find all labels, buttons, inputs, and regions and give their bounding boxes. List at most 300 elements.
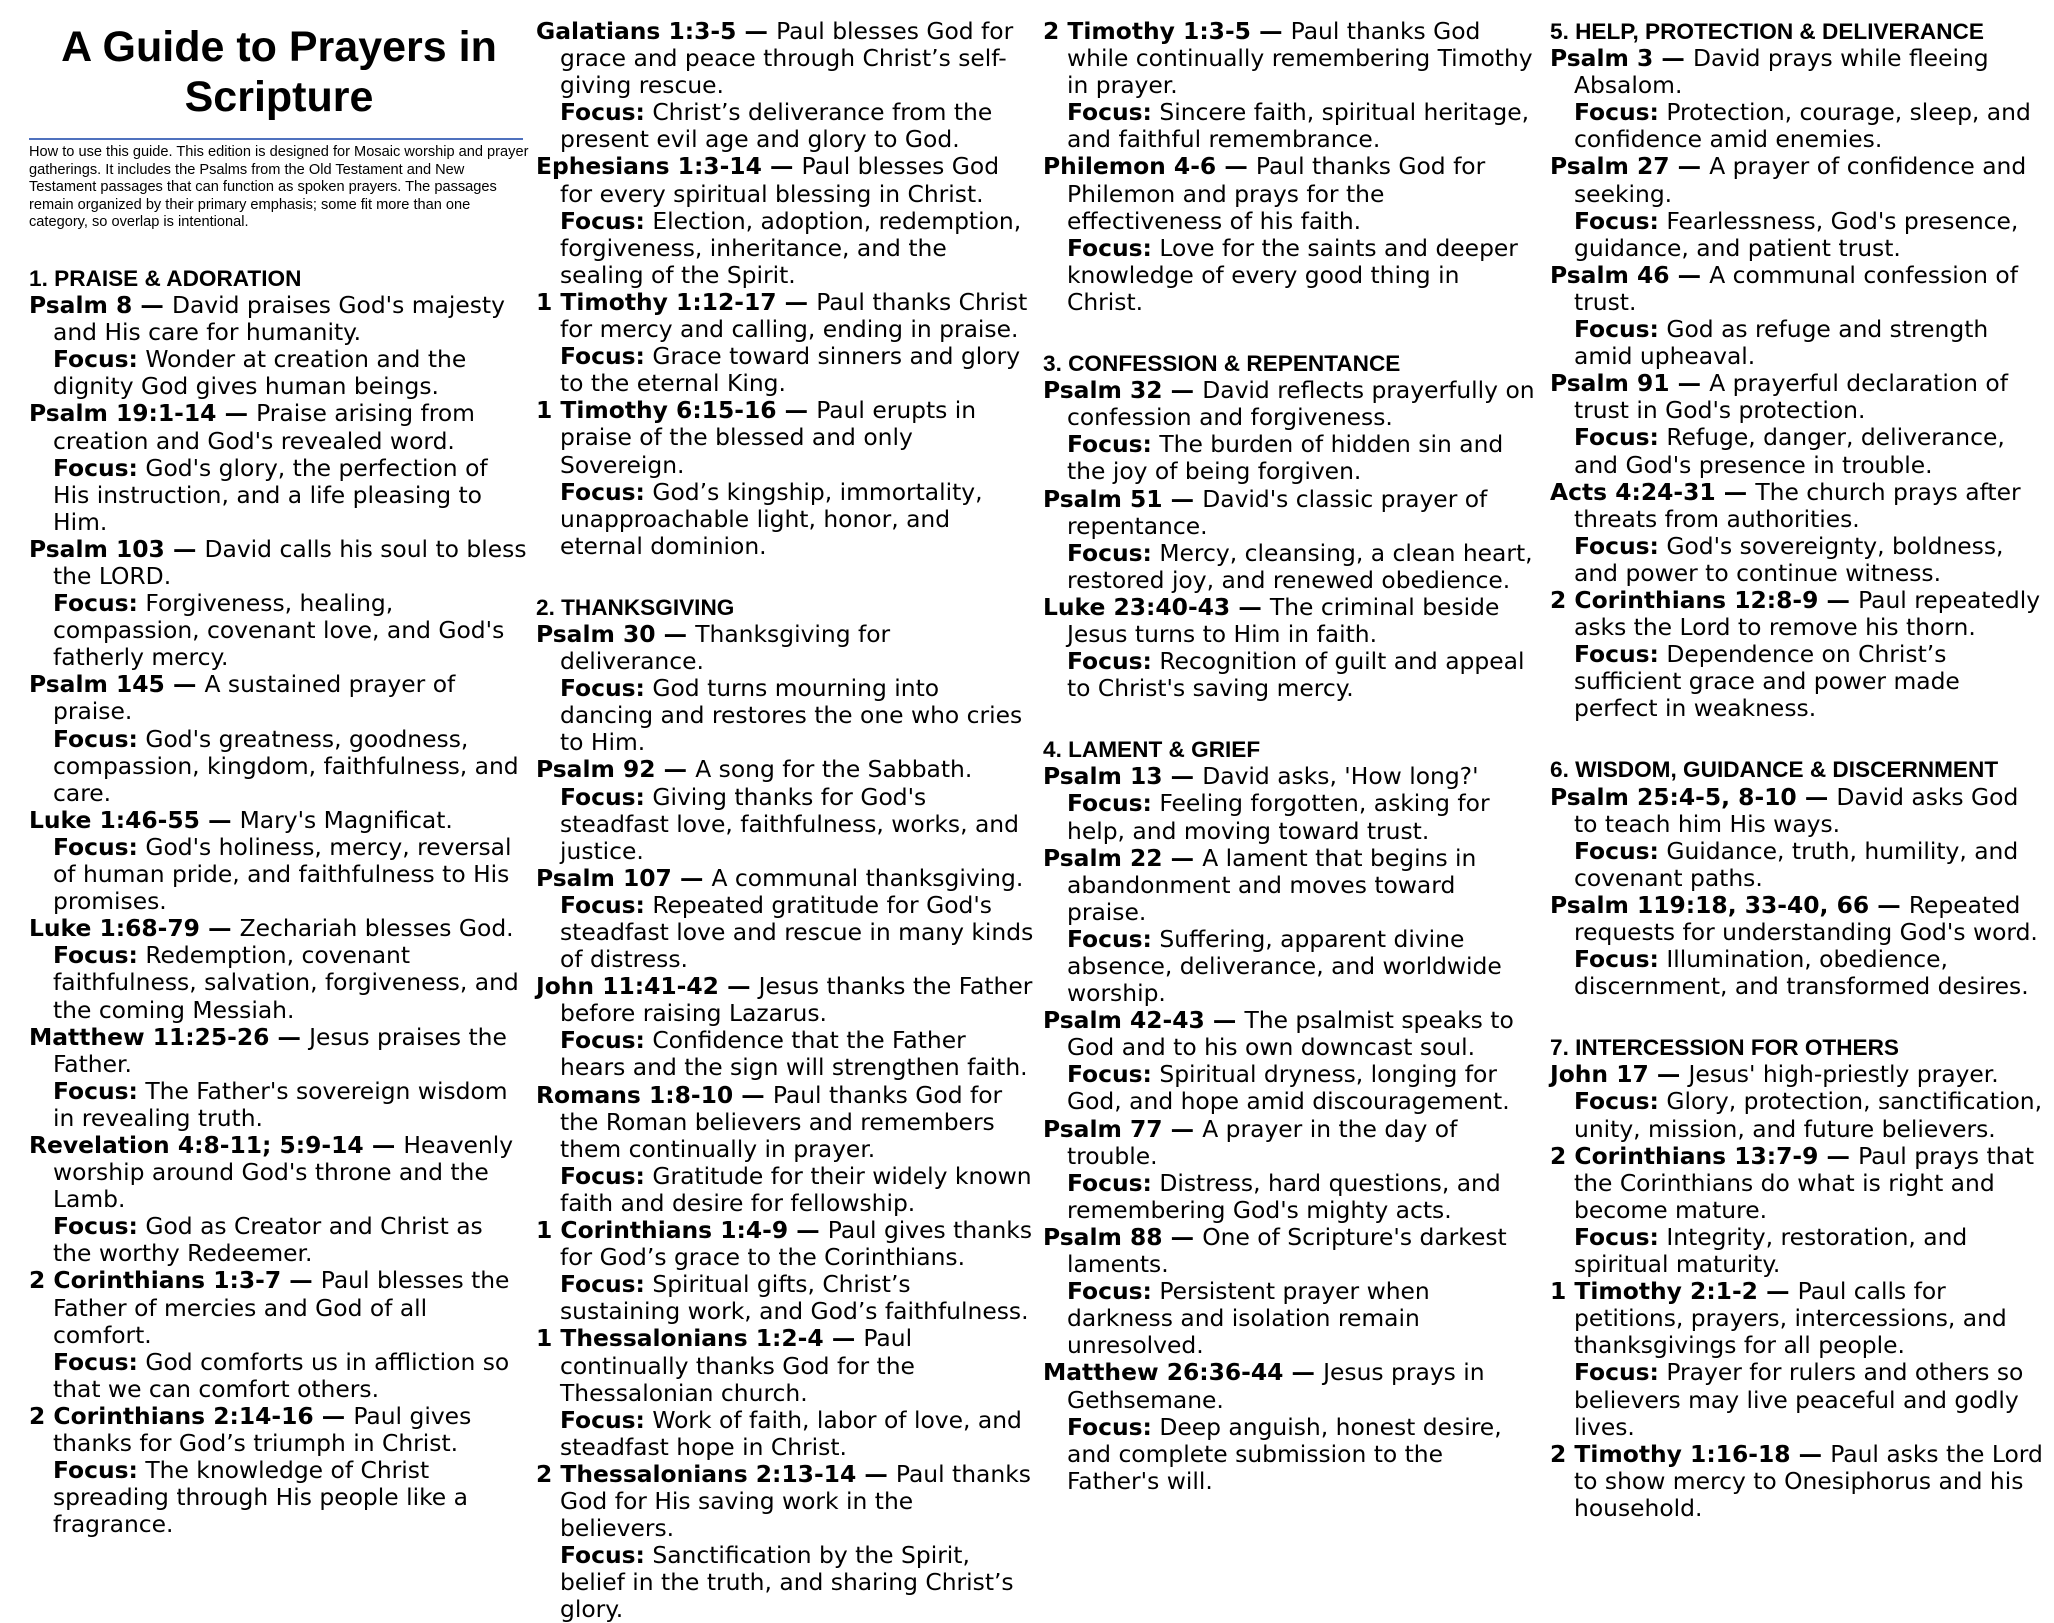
entry-heading: [1550, 370, 2048, 424]
focus-line: [536, 892, 1034, 973]
entry-description: David prays while fleeing Absalom.: [1574, 44, 1989, 100]
focus-text: Grace toward sinners and glory to the eternal King.: [560, 342, 1021, 398]
focus-label: Focus:: [53, 345, 138, 374]
focus-line: [536, 99, 1034, 153]
entry-heading: [29, 915, 527, 942]
focus-text: Refuge, danger, deliverance, and God's presence in trouble.: [1574, 423, 2005, 479]
prayer-entry: [1043, 377, 1541, 485]
prayer-entry: [1550, 892, 2048, 1000]
focus-label: Focus:: [1574, 945, 1659, 974]
em-dash: —: [281, 1266, 321, 1295]
entry-heading: [1043, 18, 1541, 99]
prayer-section: [1043, 736, 1541, 1495]
em-dash: —: [1162, 1222, 1203, 1251]
scripture-reference: Psalm 42-43: [1043, 1006, 1205, 1035]
entry-heading: [29, 1132, 527, 1213]
em-dash: —: [269, 1022, 310, 1051]
scripture-reference: Psalm 103: [29, 534, 165, 563]
prayer-section: [1043, 18, 1541, 316]
prayer-entry: [1550, 1143, 2048, 1278]
entry-description: Paul thanks God for the Roman believers and remembers them continually in prayer.: [560, 1080, 1003, 1163]
focus-line: [1043, 1170, 1541, 1224]
focus-line: [1043, 926, 1541, 1007]
entry-heading: [536, 1325, 1034, 1406]
prayer-entry: [1550, 784, 2048, 892]
prayer-section: [536, 594, 1034, 1623]
focus-line: [1550, 316, 2048, 370]
scripture-reference: Luke 1:68-79: [29, 914, 200, 943]
prayer-section: [536, 18, 1034, 560]
entry-description: Paul gives thanks for God’s triumph in Christ.: [53, 1401, 472, 1457]
focus-text: Deep anguish, honest desire, and complete submission to the Father's will.: [1067, 1412, 1502, 1495]
scripture-reference: Psalm 145: [29, 670, 165, 699]
scripture-reference: Psalm 92: [536, 755, 656, 784]
entry-description: A communal thanksgiving.: [711, 863, 1024, 892]
prayer-entry: [1043, 1224, 1541, 1359]
scripture-reference: Psalm 27: [1550, 152, 1670, 181]
focus-line: [536, 784, 1034, 865]
focus-text: The Father's sovereign wisdom in revealing truth.: [53, 1076, 508, 1132]
scripture-reference: Psalm 22: [1043, 843, 1163, 872]
focus-label: Focus:: [53, 589, 138, 618]
column-2: [536, 18, 1034, 1623]
focus-label: Focus:: [560, 477, 645, 506]
focus-text: Work of faith, labor of love, and steadfast hope in Christ.: [560, 1405, 1022, 1461]
entry-heading: [536, 18, 1034, 99]
focus-label: Focus:: [53, 724, 138, 753]
focus-text: Repeated gratitude for God's steadfast love and rescue in many kinds of distress.: [560, 890, 1034, 974]
scripture-reference: Matthew 26:36-44: [1043, 1358, 1284, 1387]
scripture-reference: 1 Thessalonians 1:2-4: [536, 1324, 824, 1353]
em-dash: —: [1796, 782, 1837, 811]
focus-text: God's glory, the perfection of His instruction, and a life pleasing to Him.: [53, 453, 488, 536]
focus-label: Focus:: [1574, 315, 1659, 344]
scripture-reference: Ephesians 1:3-14: [536, 152, 762, 181]
em-dash: —: [761, 152, 802, 181]
scripture-reference: 1 Corinthians 1:4-9: [536, 1216, 789, 1245]
entry-heading: [1550, 1143, 2048, 1224]
entry-heading: [1043, 153, 1541, 234]
focus-label: Focus:: [560, 674, 645, 703]
focus-text: God's greatness, goodness, compassion, kingdom, faithfulness, and care.: [53, 724, 519, 807]
focus-text: Confidence that the Father hears and the sign will strengthen faith.: [560, 1026, 1028, 1082]
prayer-entry: [536, 973, 1034, 1081]
scripture-reference: Luke 23:40-43: [1043, 592, 1231, 621]
scripture-reference: Philemon 4-6: [1043, 152, 1217, 181]
entry-description: David asks God to teach him His ways.: [1574, 782, 2019, 838]
focus-line: [1550, 1359, 2048, 1440]
prayer-section: [1043, 350, 1541, 702]
focus-text: Sanctification by the Spirit, belief in the truth, and sharing Christ’s glory.: [560, 1541, 1014, 1623]
entry-heading: [1550, 45, 2048, 99]
entry-description: Paul prays that the Corinthians do what is right and become mature.: [1574, 1141, 2034, 1224]
focus-text: The burden of hidden sin and the joy of being forgiven.: [1067, 430, 1504, 486]
entry-description: David calls his soul to bless the LORD.: [53, 534, 527, 590]
section-heading: 4. LAMENT & GRIEF: [1043, 737, 1261, 763]
scripture-reference: Luke 1:46-55: [29, 805, 200, 834]
em-dash: —: [733, 1080, 773, 1109]
focus-line: [1550, 99, 2048, 153]
prayer-entry: [1550, 479, 2048, 587]
prayer-section: [1550, 756, 2048, 1000]
em-dash: —: [1869, 890, 1909, 919]
entry-description: Paul erupts in praise of the blessed and only Sovereign.: [560, 396, 977, 479]
em-dash: —: [1818, 585, 1859, 614]
prayer-entry: [1043, 594, 1541, 702]
em-dash: —: [1162, 1114, 1203, 1143]
prayer-entry: [536, 1461, 1034, 1623]
entry-description: David's classic prayer of repentance.: [1067, 484, 1488, 540]
focus-text: Fearlessness, God's presence, guidance, and patient trust.: [1574, 206, 2019, 262]
entry-heading: [536, 1217, 1034, 1271]
prayer-entry: [536, 289, 1034, 397]
focus-line: [536, 1163, 1034, 1217]
focus-label: Focus:: [560, 342, 645, 371]
scripture-reference: 1 Timothy 6:15-16: [536, 396, 777, 425]
scripture-reference: Psalm 119:18, 33-40, 66: [1550, 890, 1870, 919]
prayer-entry: [29, 1403, 527, 1538]
focus-text: Glory, protection, sanctification, unity, mission, and future believers.: [1574, 1087, 2043, 1143]
em-dash: —: [1250, 17, 1291, 45]
entry-description: Paul continually thanks God for the Thessalonian church.: [560, 1324, 915, 1407]
scripture-reference: John 17: [1550, 1060, 1649, 1089]
column-4: [1550, 18, 2048, 1522]
entry-description: David reflects prayerfully on confession and forgiveness.: [1067, 376, 1535, 432]
scripture-reference: 2 Corinthians 2:14-16: [29, 1401, 314, 1430]
focus-line: [29, 1457, 527, 1538]
entry-heading: [536, 289, 1034, 343]
em-dash: —: [1653, 44, 1693, 73]
focus-line: [1550, 946, 2048, 1000]
focus-text: Persistent prayer when darkness and isolation remain unresolved.: [1067, 1277, 1430, 1360]
focus-line: [1043, 790, 1541, 844]
em-dash: —: [363, 1130, 404, 1159]
prayer-entry: [536, 621, 1034, 756]
focus-label: Focus:: [560, 206, 645, 235]
scripture-reference: Matthew 11:25-26: [29, 1022, 270, 1051]
focus-line: [29, 942, 527, 1023]
entry-heading: [1043, 845, 1541, 926]
entry-heading: [1550, 587, 2048, 641]
scripture-reference: Psalm 19:1-14: [29, 399, 217, 428]
em-dash: —: [1283, 1358, 1324, 1387]
focus-label: Focus:: [53, 1212, 138, 1241]
prayer-entry: [29, 536, 527, 671]
focus-text: Gratitude for their widely known faith and desire for fellowship.: [560, 1161, 1032, 1217]
focus-line: [1043, 1414, 1541, 1495]
focus-line: [536, 675, 1034, 756]
em-dash: —: [655, 755, 696, 784]
prayer-entry: [29, 1132, 527, 1267]
em-dash: —: [1162, 376, 1203, 405]
em-dash: —: [1818, 1141, 1859, 1170]
entry-description: Paul asks the Lord to show mercy to Onesiphorus and his household.: [1574, 1439, 2043, 1522]
focus-line: [1550, 424, 2048, 478]
entry-description: Repeated requests for understanding God's word.: [1574, 890, 2038, 946]
section-heading: 3. CONFESSION & REPENTANCE: [1043, 351, 1401, 377]
scripture-reference: 2 Corinthians 13:7-9: [1550, 1141, 1819, 1170]
em-dash: —: [718, 972, 759, 1001]
scripture-reference: Psalm 30: [536, 619, 656, 648]
prayer-section: [29, 265, 527, 1538]
em-dash: —: [1669, 260, 1710, 289]
entry-heading: [536, 865, 1034, 892]
em-dash: —: [1757, 1277, 1798, 1306]
prayer-entry: [536, 865, 1034, 973]
scripture-reference: 1 Timothy 2:1-2: [1550, 1277, 1758, 1306]
focus-text: Mercy, cleansing, a clean heart, restored joy, and renewed obedience.: [1067, 538, 1533, 594]
focus-line: [29, 834, 527, 915]
focus-label: Focus:: [1574, 1087, 1659, 1116]
focus-line: [1043, 1278, 1541, 1359]
entry-description: Heavenly worship around God's throne and the Lamb.: [53, 1130, 514, 1214]
scripture-reference: Psalm 51: [1043, 484, 1163, 513]
focus-line: [1043, 431, 1541, 485]
prayer-entry: [29, 671, 527, 806]
em-dash: —: [655, 619, 696, 648]
focus-line: [29, 726, 527, 807]
em-dash: —: [1715, 477, 1756, 506]
focus-label: Focus:: [1067, 789, 1152, 818]
focus-line: [1043, 540, 1541, 594]
entry-heading: [536, 756, 1034, 783]
entry-description: A sustained prayer of praise.: [53, 670, 456, 726]
entry-heading: [1550, 784, 2048, 838]
focus-line: [536, 208, 1034, 289]
entry-description: Paul blesses God for every spiritual blessing in Christ.: [560, 152, 1000, 208]
focus-line: [29, 346, 527, 400]
focus-line: [536, 1407, 1034, 1461]
scripture-reference: Psalm 46: [1550, 260, 1670, 289]
em-dash: —: [313, 1401, 354, 1430]
entry-description: Paul repeatedly asks the Lord to remove his thorn.: [1574, 585, 2041, 642]
entry-heading: [536, 1461, 1034, 1542]
entry-description: A lament that begins in abandonment and moves toward praise.: [1067, 843, 1477, 926]
scripture-reference: 2 Corinthians 12:8-9: [1550, 585, 1819, 614]
scripture-reference: Psalm 88: [1043, 1222, 1163, 1251]
entry-description: Paul thanks Christ for mercy and calling, ending in praise.: [560, 287, 1028, 344]
entry-description: Paul thanks God for His saving work in the believers.: [560, 1459, 1031, 1543]
entry-heading: [29, 400, 527, 454]
prayer-entry: [1550, 153, 2048, 261]
entry-heading: [1043, 763, 1541, 790]
intro-paragraph: How to use this guide. This edition is designed for Mosaic worship and prayer gatherings. It includes the Psalms from the Old Testament and New Testament passages that can function as spoken prayers. The passages remain organized by their primary emphasis; some fit more than one category, so overlap is intentional.: [29, 144, 529, 231]
scripture-reference: Romans 1:8-10: [536, 1080, 734, 1109]
focus-text: Election, adoption, redemption, forgiveness, inheritance, and the sealing of the Spirit.: [560, 206, 1022, 289]
section-heading: 5. HELP, PROTECTION & DELIVERANCE: [1550, 19, 1984, 44]
entry-description: David praises God's majesty and His care for humanity.: [53, 291, 505, 347]
focus-text: Wonder at creation and the dignity God gives human beings.: [53, 345, 467, 401]
prayer-entry: [29, 915, 527, 1023]
focus-line: [1043, 235, 1541, 316]
focus-line: [1550, 641, 2048, 722]
focus-text: The knowledge of Christ spreading through His people like a fragrance.: [53, 1456, 468, 1539]
em-dash: —: [1669, 152, 1710, 181]
focus-line: [29, 1349, 527, 1403]
focus-line: [536, 1542, 1034, 1623]
focus-text: Christ’s deliverance from the present evil age and glory to God.: [560, 98, 993, 154]
scripture-reference: Psalm 3: [1550, 44, 1654, 73]
section-heading: 6. WISDOM, GUIDANCE & DISCERNMENT: [1550, 757, 1999, 783]
focus-label: Focus:: [1574, 1222, 1659, 1251]
focus-label: Focus:: [1067, 924, 1152, 953]
focus-text: God comforts us in affliction so that we can comfort others.: [53, 1347, 510, 1403]
em-dash: —: [216, 399, 257, 428]
focus-line: [536, 1027, 1034, 1081]
focus-label: Focus:: [1574, 531, 1659, 560]
entry-heading: [1550, 262, 2048, 316]
scripture-reference: Psalm 107: [536, 863, 672, 892]
focus-label: Focus:: [1574, 98, 1659, 127]
focus-text: Giving thanks for God's steadfast love, faithfulness, works, and justice.: [560, 782, 1019, 865]
focus-text: Spiritual gifts, Christ’s sustaining work, and God’s faithfulness.: [560, 1270, 1029, 1326]
entry-description: A prayer of confidence and seeking.: [1574, 152, 2027, 208]
entry-heading: [1043, 486, 1541, 540]
entry-heading: [1550, 1441, 2048, 1522]
entry-heading: [1550, 1061, 2048, 1088]
column-1: [29, 18, 527, 1538]
entry-description: Paul blesses the Father of mercies and God of all comfort.: [53, 1266, 510, 1349]
scripture-reference: 2 Timothy 1:16-18: [1550, 1439, 1791, 1468]
entry-heading: [1043, 594, 1541, 648]
prayer-entry: [1550, 45, 2048, 153]
em-dash: —: [823, 1324, 864, 1353]
focus-line: [1550, 533, 2048, 587]
page-title: A Guide to Prayers in Scripture: [61, 23, 497, 121]
entry-heading: [536, 397, 1034, 478]
focus-label: Focus:: [1067, 647, 1152, 676]
entry-description: Jesus thanks the Father before raising Lazarus.: [560, 972, 1033, 1028]
focus-label: Focus:: [560, 98, 645, 127]
focus-line: [29, 455, 527, 536]
entry-description: A prayerful declaration of trust in God's protection.: [1574, 369, 2008, 425]
entry-description: David asks, 'How long?': [1202, 762, 1479, 791]
focus-label: Focus:: [53, 1347, 138, 1376]
scripture-reference: Psalm 8: [29, 291, 133, 320]
focus-text: Recognition of guilt and appeal to Christ's saving mercy.: [1067, 647, 1525, 703]
scripture-reference: Psalm 25:4-5, 8-10: [1550, 782, 1797, 811]
focus-line: [536, 343, 1034, 397]
entry-description: Paul thanks God while continually remembering Timothy in prayer.: [1067, 17, 1533, 100]
focus-line: [1550, 838, 2048, 892]
scripture-reference: Psalm 32: [1043, 376, 1163, 405]
focus-line: [29, 590, 527, 671]
entry-heading: [1043, 1359, 1541, 1413]
entry-description: One of Scripture's darkest laments.: [1067, 1222, 1507, 1279]
em-dash: —: [164, 534, 205, 563]
entry-description: Jesus' high-priestly prayer.: [1688, 1060, 1999, 1089]
focus-label: Focus:: [560, 1405, 645, 1434]
focus-label: Focus:: [1067, 1168, 1152, 1197]
entry-description: Jesus prays in Gethsemane.: [1067, 1358, 1485, 1414]
entry-description: Zechariah blesses God.: [239, 914, 514, 943]
focus-label: Focus:: [53, 941, 138, 970]
focus-text: Illumination, obedience, discernment, and transformed desires.: [1574, 945, 2029, 1001]
prayer-entry: [536, 1325, 1034, 1460]
focus-line: [1550, 1088, 2048, 1142]
scripture-reference: Revelation 4:8-11; 5:9-14: [29, 1130, 364, 1159]
focus-label: Focus:: [1574, 836, 1659, 865]
scripture-reference: 2 Thessalonians 2:13-14: [536, 1459, 857, 1488]
prayer-entry: [29, 292, 527, 400]
focus-text: Redemption, covenant faithfulness, salvation, forgiveness, and the coming Messiah.: [53, 941, 519, 1024]
prayer-entry: [536, 1217, 1034, 1325]
entry-heading: [536, 621, 1034, 675]
focus-label: Focus:: [1574, 1358, 1659, 1387]
entry-heading: [1550, 479, 2048, 533]
entry-heading: [1550, 1278, 2048, 1359]
entry-heading: [29, 671, 527, 725]
focus-label: Focus:: [1067, 1412, 1152, 1441]
entry-heading: [1550, 153, 2048, 207]
prayer-entry: [536, 756, 1034, 864]
focus-label: Focus:: [1067, 233, 1152, 262]
entry-heading: [1043, 1007, 1541, 1061]
prayer-entry: [536, 153, 1034, 288]
column-3: [1043, 18, 1541, 1495]
scripture-reference: Psalm 77: [1043, 1114, 1163, 1143]
focus-label: Focus:: [1574, 206, 1659, 235]
focus-line: [1550, 208, 2048, 262]
em-dash: —: [1648, 1060, 1689, 1089]
entry-description: Paul thanks God for Philemon and prays for the effectiveness of his faith.: [1067, 152, 1486, 235]
em-dash: —: [1162, 762, 1203, 791]
focus-label: Focus:: [53, 1456, 138, 1485]
focus-label: Focus:: [560, 1161, 645, 1190]
scripture-reference: Galatians 1:3-5: [536, 17, 737, 45]
prayer-entry: [536, 397, 1034, 560]
entry-heading: [29, 1267, 527, 1348]
entry-description: Praise arising from creation and God's revealed word.: [53, 399, 475, 455]
entry-description: Paul calls for petitions, prayers, intercessions, and thanksgivings for all people.: [1574, 1277, 2007, 1360]
em-dash: —: [1162, 484, 1203, 513]
focus-text: Dependence on Christ’s sufficient grace and power made perfect in weakness.: [1574, 640, 1960, 723]
prayer-entry: [1043, 763, 1541, 844]
focus-text: Sincere faith, spiritual heritage, and faithful remembrance.: [1067, 98, 1530, 154]
entry-heading: [29, 292, 527, 346]
focus-label: Focus:: [1067, 98, 1152, 127]
focus-text: Feeling forgotten, asking for help, and moving toward trust.: [1067, 789, 1490, 845]
entry-description: Mary's Magnificat.: [239, 805, 453, 834]
entry-heading: [536, 1082, 1034, 1163]
em-dash: —: [164, 670, 205, 699]
focus-text: God turns mourning into dancing and restores the one who cries to Him.: [560, 674, 1023, 757]
em-dash: —: [736, 17, 777, 45]
focus-label: Focus:: [560, 1270, 645, 1299]
em-dash: —: [776, 287, 817, 316]
entry-description: Thanksgiving for deliverance.: [560, 619, 891, 676]
focus-line: [1043, 648, 1541, 702]
em-dash: —: [132, 291, 172, 320]
prayer-section: [1550, 18, 2048, 722]
section-heading: 2. THANKSGIVING: [536, 594, 735, 620]
entry-description: Jesus praises the Father.: [53, 1022, 507, 1078]
prayer-entry: [29, 1024, 527, 1132]
focus-text: Guidance, truth, humility, and covenant paths.: [1574, 836, 2019, 892]
entry-heading: [29, 807, 527, 834]
entry-heading: [536, 973, 1034, 1027]
focus-line: [29, 1078, 527, 1132]
prayer-entry: [536, 1082, 1034, 1217]
em-dash: —: [671, 863, 712, 892]
focus-label: Focus:: [53, 453, 138, 482]
focus-text: Integrity, restoration, and spiritual maturity.: [1574, 1222, 1968, 1279]
em-dash: —: [1162, 843, 1203, 872]
em-dash: —: [1230, 592, 1270, 621]
section-heading: 1. PRAISE & ADORATION: [29, 265, 302, 291]
focus-label: Focus:: [1067, 538, 1152, 567]
focus-label: Focus:: [53, 1076, 138, 1105]
